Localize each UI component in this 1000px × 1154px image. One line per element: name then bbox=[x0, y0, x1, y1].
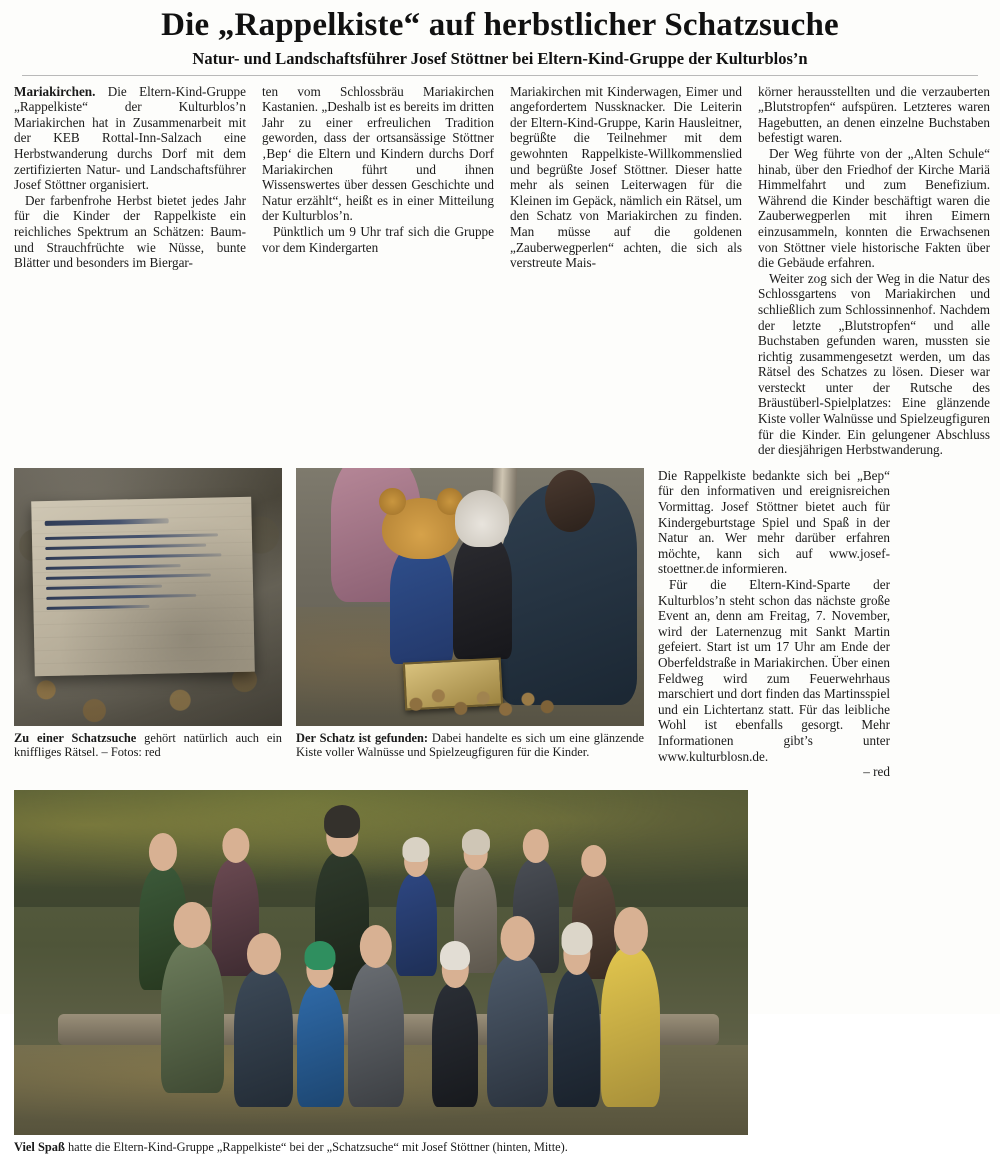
cap bbox=[324, 805, 360, 838]
person bbox=[396, 873, 437, 977]
column-4-continued bbox=[658, 468, 890, 780]
person bbox=[432, 983, 478, 1107]
caption-text: Dabei handelte es sich um eine glänzende Kiste voller Walnüsse und Spielzeugfiguren für die Kinder. bbox=[296, 730, 644, 760]
paragraph: Weiter zog sich der Weg in die Natur des Schlossgartens von Mariakirchen und schließlich zum Schlossinnenhof. Nachdem der letzte „Blutstropfen“ und alle Buchstaben gefunden waren, mussten sie richtig zusammengesetzt werden, um das Rätsel des Schatzes zu lösen. Dieser war versteckt unter der Rutsche des Bräustüberl-Spielplatzes: Eine glänzende Kiste voller Walnüsse und Spielzeugfiguren für die Kinder. Ein gelungener Abschluss der diesjährigen Herbstwanderung. bbox=[758, 270, 990, 458]
person bbox=[348, 962, 404, 1107]
subtitle: Natur- und Landschaftsführer Josef Stöttner bei Eltern-Kind-Gruppe der Kulturblos’n bbox=[192, 48, 808, 68]
person bbox=[553, 969, 600, 1107]
person bbox=[297, 983, 344, 1107]
cap bbox=[305, 941, 336, 971]
child-with-white-hat bbox=[453, 535, 512, 659]
paragraph: Mariakirchen mit Kinderwagen, Eimer und angefordertem Nussknacker. Die Leiterin der Eltern-Kind-Gruppe, Karin Hausleitner, begrüßte die Teilnehmer mit dem gewohnten Rappelkiste-Willkommenslied und begrüßte Josef Stöttner. Dieser hatte mehr als seinen Leiterwagen für die Kleinen im Gepäck, nämlich ein Rätsel, um den Schatz von Mariakirchen zu finden. Man müsse auf die goldenen „Zauberwegperlen“ achten, die sich als verstreute Mais- bbox=[510, 83, 742, 271]
white-hat-icon bbox=[455, 490, 509, 547]
article-columns bbox=[0, 76, 1000, 458]
figure-treasure-found bbox=[296, 468, 644, 760]
media-row-1 bbox=[0, 458, 1000, 780]
head bbox=[360, 925, 392, 968]
head bbox=[581, 845, 607, 877]
figure-riddle-stone bbox=[14, 468, 282, 760]
photo-credit: – Fotos: red bbox=[101, 745, 161, 760]
head bbox=[500, 916, 535, 962]
caption-text: gehört natürlich auch ein kniffliges Rätsel. bbox=[14, 730, 282, 760]
person bbox=[601, 948, 660, 1107]
handwritten-riddle-text bbox=[45, 517, 235, 650]
figure-caption bbox=[14, 1140, 748, 1154]
person bbox=[161, 942, 224, 1094]
dateline: Mariakirchen. bbox=[14, 83, 96, 99]
cap bbox=[403, 837, 430, 862]
page-title: Die „Rappelkiste“ auf herbstlicher Schatzsuche bbox=[161, 7, 839, 43]
column-3 bbox=[510, 84, 742, 458]
tree-canopy bbox=[14, 790, 748, 907]
paragraph: ten vom Schlossbräu Mariakirchen Kastanien. „Deshalb ist es bereits im dritten Jahr zu einer erfreulichen Tradition geworden, dass der ortsansässige Stöttner ‚Bep‘ die Eltern und Kindern durchs Dorf Mariakirchen führt und ihnen Wissenswertes über dessen Geschichte und Natur erzählt“, heißt es in einer Mitteilung der Kulturblos’n. bbox=[262, 83, 494, 224]
cap bbox=[462, 829, 490, 855]
paragraph bbox=[14, 84, 246, 193]
cap bbox=[561, 922, 592, 955]
paragraph: Der Weg führte von der „Alten Schule“ hinab, über den Friedhof der Kirche Mariä Himmelfahrt und zum Benefizium. Während die Kinder beschäftigt waren die Zauberwegperlen mit ihren Eimern einzusammeln, konnten die Erwachsenen von Stöttner viele historische Fakten über die Gebäude erfahren. bbox=[758, 145, 990, 271]
head bbox=[174, 902, 211, 948]
paragraph: Pünktlich um 9 Uhr traf sich die Gruppe vor dem Kindergarten bbox=[262, 223, 494, 255]
adult-right bbox=[498, 483, 637, 705]
paragraph: körner herausstellten und die verzauberten „Blutstropfen“ aufspüren. Letzteres waren Hagebutten, an denen einzelne Buchstaben befestigt waren. bbox=[758, 83, 990, 146]
caption-lead: Viel Spaß bbox=[14, 1139, 65, 1154]
figure-group-photo bbox=[14, 790, 748, 1154]
caption-lead: Der Schatz ist gefunden: bbox=[296, 730, 428, 745]
photo-treasure-found bbox=[296, 468, 644, 726]
bear-hat-icon bbox=[382, 498, 460, 560]
person bbox=[234, 969, 293, 1107]
paragraph: Die Rappelkiste bedankte sich bei „Bep“ für den informativen und ereignisreichen Vormittag. Josef Stöttner bietet auch für Kindergeburtstage Spiel und Spaß in der Natur an. Wer mehr darüber erfahren möchte, kann sich auf www.josef-stoettner.de informieren. bbox=[658, 467, 890, 577]
headline-block bbox=[0, 0, 1000, 69]
paragraph: Für die Eltern-Kind-Sparte der Kulturblos’n steht schon das nächste große Event an, denn am Freitag, 7. November, wird der Laternenzug mit Sankt Martin gefeiert. Start ist um 17 Uhr am Ende der Oberfeldstraße in Mariakirchen. Über einen Feldweg wird zum Feuerwehrhaus marschiert und dort finden das Martinsspiel und ein Lichtertanz statt. Für das leibliche Wohl ist ebenfalls gesorgt. Mehr Informationen gibt’s unter www.kulturblosn.de. bbox=[658, 577, 890, 764]
photo-group bbox=[14, 790, 748, 1135]
caption-text: hatte die Eltern-Kind-Gruppe „Rappelkiste“ bei der „Schatzsuche“ mit Josef Stöttner (hinten, Mitte). bbox=[67, 1139, 568, 1154]
media-row-2 bbox=[0, 780, 1000, 1154]
photo-riddle-stone bbox=[14, 468, 282, 726]
head bbox=[247, 933, 281, 974]
child-with-bear-hat bbox=[390, 545, 453, 664]
paragraph: Der farbenfrohe Herbst bietet jedes Jahr für die Kinder der Rappelkiste ein reichliches Spektrum an Schätzen: Baum- und Strauchfrüchte wie Nüsse, bunte Blätter und besonders im Biergar- bbox=[14, 192, 246, 271]
paragraph-text: Die Eltern-Kind-Gruppe „Rappelkiste“ der Kulturblos’n Mariakirchen hat in Zusammenarbeit mit der KEB Rottal-Inn-Salzach eine Herbstwanderung durchs Dorf mit dem zertifizierten Natur- und Landschaftsführer Josef Stöttner organisiert. bbox=[14, 83, 246, 193]
figure-caption bbox=[14, 731, 282, 760]
cap bbox=[440, 941, 470, 971]
column-2 bbox=[262, 84, 494, 458]
column-4 bbox=[758, 84, 990, 458]
figure-caption bbox=[296, 731, 644, 760]
column-1 bbox=[14, 84, 246, 458]
person bbox=[487, 955, 547, 1107]
caption-lead: Zu einer Schatzsuche bbox=[14, 730, 137, 745]
article-signature: – red bbox=[863, 764, 890, 780]
walnuts bbox=[400, 679, 560, 720]
head bbox=[614, 907, 648, 955]
